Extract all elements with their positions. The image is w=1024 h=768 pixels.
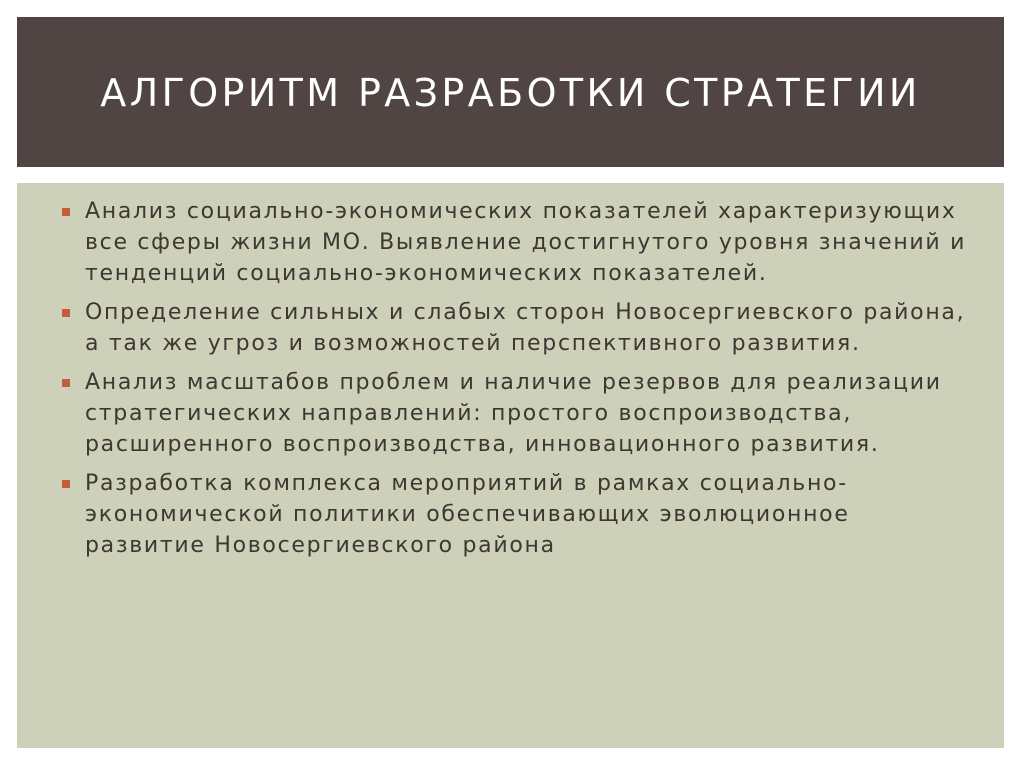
bullet-text: Анализ масштабов проблем и наличие резервов для реализации стратегических направлений: простого воспроизводства, расширенного воспроизводства, инновационного развития. bbox=[85, 370, 942, 457]
bullet-text: Разработка комплекса мероприятий в рамках социально-экономической политики обеспечивающих эволюционное развитие Новосергиевского района bbox=[85, 471, 850, 558]
square-bullet-icon bbox=[62, 309, 70, 317]
bullet-item bbox=[43, 367, 978, 460]
bullet-text: Определение сильных и слабых сторон Новосергиевского района, а так же угроз и возможностей перспективного развития. bbox=[85, 300, 966, 356]
bullet-item bbox=[43, 196, 978, 289]
square-bullet-icon bbox=[62, 208, 70, 216]
square-bullet-icon bbox=[62, 480, 70, 488]
square-bullet-icon bbox=[62, 379, 70, 387]
bullet-text: Анализ социально-экономических показателей характеризующих все сферы жизни МО. Выявление достигнутого уровня значений и тенденций социально-экономических показателей. bbox=[85, 199, 967, 286]
bullet-list bbox=[43, 196, 978, 569]
title-band bbox=[17, 17, 1004, 167]
bullet-item bbox=[43, 468, 978, 561]
bullet-item bbox=[43, 297, 978, 359]
slide-title: АЛГОРИТМ РАЗРАБОТКИ СТРАТЕГИИ bbox=[100, 71, 921, 115]
